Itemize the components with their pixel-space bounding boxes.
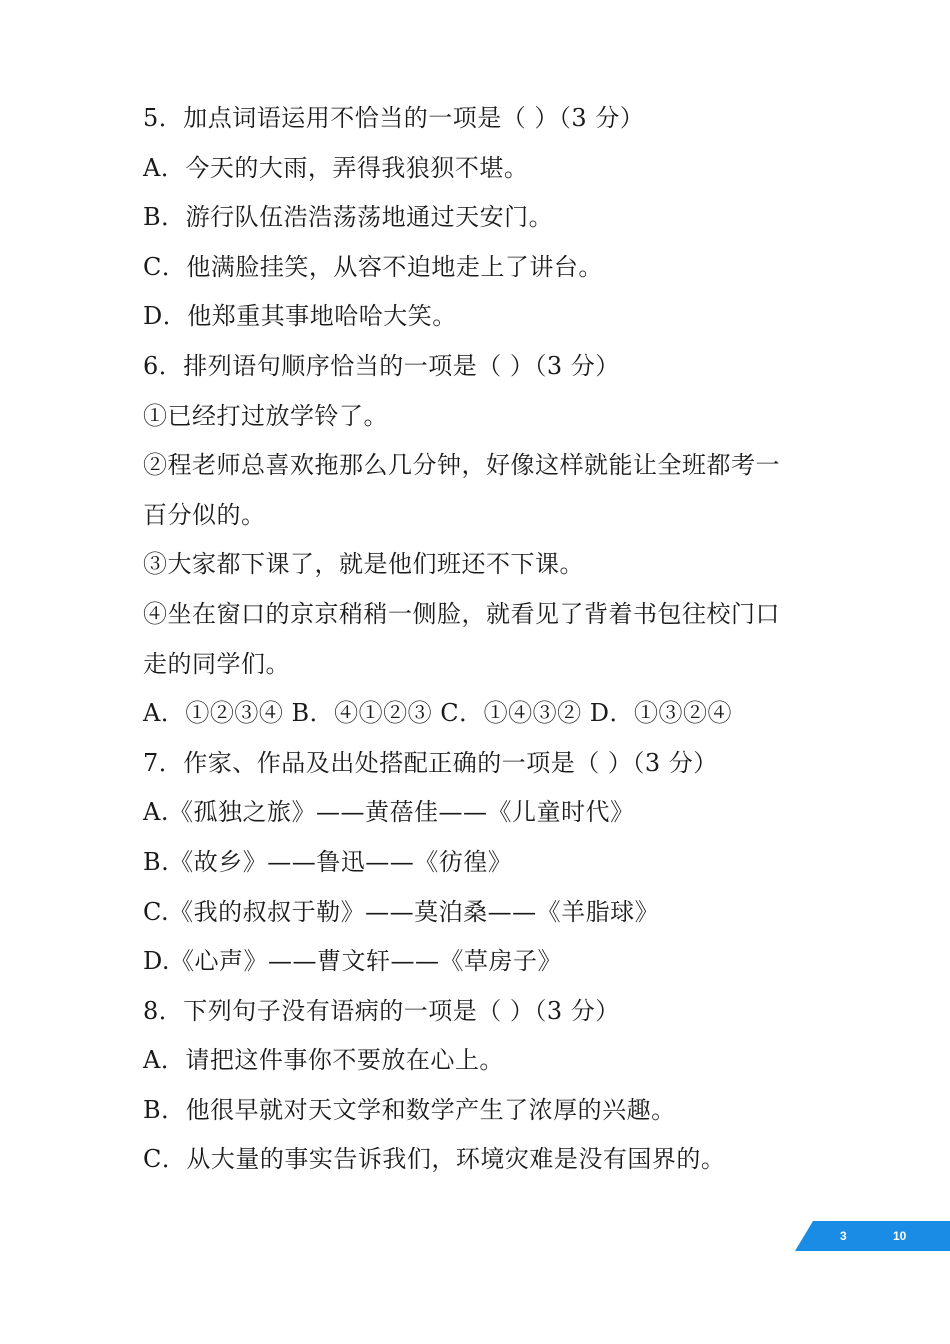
total-pages-number: 10 (893, 1229, 907, 1243)
footer-band-shape (795, 1221, 950, 1251)
question-7-option-d: D.《心声》——曹文轩——《草房子》 (143, 947, 563, 976)
exam-content (143, 94, 823, 1185)
question-5-option-b: B．游行队伍浩浩荡荡地通过天安门。 (143, 203, 554, 232)
question-6-sentence-2-line-1: ②程老师总喜欢拖那么几分钟，好像这样就能让全班都考一 (143, 451, 780, 480)
question-7-stem: 7．作家、作品及出处搭配正确的一项是（ ）（3 分） (143, 748, 718, 777)
question-5-option-d: D．他郑重其事地哈哈大笑。 (143, 302, 457, 331)
question-8-option-a: A．请把这件事你不要放在心上。 (143, 1046, 504, 1075)
current-page-number: 3 (840, 1229, 847, 1243)
question-6-sentence-2-line-2: 百分似的。 (143, 500, 266, 529)
question-6-sentence-4-line-2: 走的同学们。 (143, 649, 290, 678)
question-8-stem: 8．下列句子没有语病的一项是（ ）（3 分） (143, 996, 620, 1025)
question-7-option-b: B.《故乡》——鲁迅——《彷徨》 (143, 847, 513, 876)
question-8-option-c: C．从大量的事实告诉我们，环境灾难是没有国界的。 (143, 1145, 726, 1174)
page-footer-band (795, 1221, 950, 1251)
question-6-options: A．①②③④ B．④①②③ C．①④③② D．①③②④ (143, 699, 732, 728)
question-5-option-a: A．今天的大雨，弄得我狼狈不堪。 (143, 153, 529, 182)
question-6-sentence-4-line-1: ④坐在窗口的京京稍稍一侧脸，就看见了背着书包往校门口 (143, 599, 780, 628)
question-6-sentence-3: ③大家都下课了，就是他们班还不下课。 (143, 550, 584, 579)
question-7-option-c: C.《我的叔叔于勒》——莫泊桑——《羊脂球》 (143, 897, 660, 926)
question-6-stem: 6．排列语句顺序恰当的一项是（ ）（3 分） (143, 351, 620, 380)
question-8-option-b: B．他很早就对天文学和数学产生了浓厚的兴趣。 (143, 1095, 676, 1124)
question-7-option-a: A.《孤独之旅》——黄蓓佳——《儿童时代》 (143, 798, 635, 827)
question-6-sentence-1: ①已经打过放学铃了。 (143, 401, 388, 430)
question-5-stem: 5．加点词语运用不恰当的一项是（ ）（3 分） (143, 104, 645, 132)
question-5-option-c: C．他满脸挂笑，从容不迫地走上了讲台。 (143, 252, 603, 281)
